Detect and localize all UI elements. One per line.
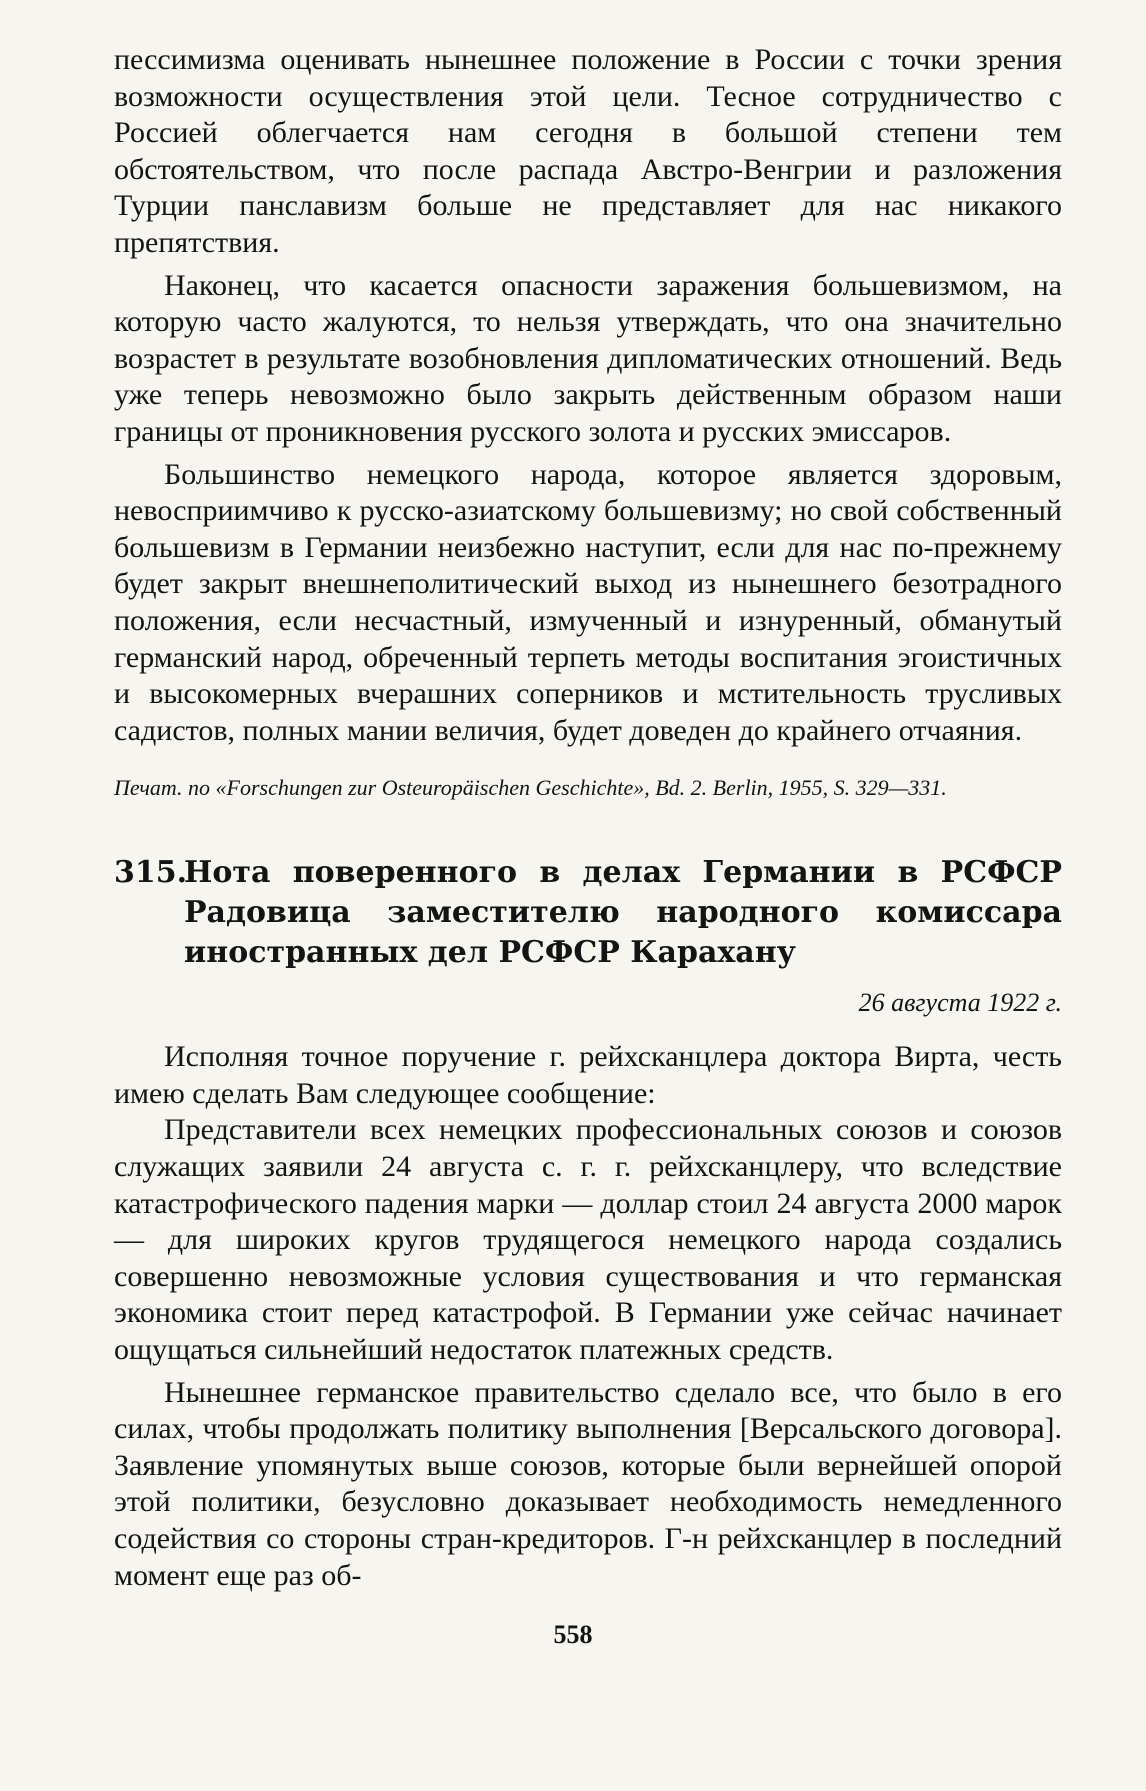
- continued-paragraph-2: Наконец, что касается опасности заражения большевизмом, на которую часто жалуются, то нельзя утверждать, что она значительно возрастет в результате возобновления дипломатических отношений. Ведь уже теперь невозможно было закрыть действенным образом наши границы от проникновения русского золота и русских эмиссаров.: [114, 268, 1062, 448]
- continued-paragraph-1: пессимизма оценивать нынешнее положение в России с точки зрения возможности осуществления этой цели. Тесное сотрудничество с Россией облегчается нам сегодня в большой степени тем обстоятельством, что после распада Австро-Венгрии и разложения Турции панславизм больше не представляет для нас никакого препятствия.: [114, 43, 1062, 259]
- document-title: Нота поверенного в делах Германии в РСФСР Радовица заместителю народного комиссара иностранных дел РСФСР Карахану: [184, 855, 1062, 971]
- continued-paragraph-3: Большинство немецкого народа, которое является здоровым, невосприимчиво к русско-азиатскому большевизму; но свой собственный большевизм в Германии неизбежно наступит, если для нас по-прежнему будет закрыт внешнеполитический выход из нынешнего безотрадного положения, если несчастный, измученный и изнуренный, обманутый германский народ, обреченный терпеть методы воспитания эгоистичных и высокомерных вчерашних соперников и мстительность трусливых садистов, полных мании величия, будет доведен до крайнего отчаяния.: [114, 457, 1062, 747]
- document-date: 26 августа 1922 г.: [858, 988, 1062, 1018]
- document-paragraph-3: Нынешнее германское правительство сделало все, что было в его силах, чтобы продолжать политику выполнения [Версальского договора]. Заявление упомянутых выше союзов, которые были вернейшей опорой этой политики, безусловно доказывает необходимость немедленного содействия со стороны стран-кредиторов. Г-н рейхсканцлер в последний момент еще раз об-: [114, 1375, 1062, 1592]
- document-paragraph-1: Исполняя точное поручение г. рейхсканцлера доктора Вирта, честь имею сделать Вам следующее сообщение:: [114, 1040, 1062, 1110]
- page-number: 558: [553, 1620, 593, 1649]
- source-note: Печат. по «Forschungen zur Osteuropäischen Geschichte», Bd. 2. Berlin, 1955, S. 329—331.: [114, 775, 947, 801]
- document-number: 315.: [114, 855, 188, 891]
- document-heading: [114, 853, 1062, 973]
- page-body: [114, 42, 1062, 1594]
- document-paragraph-2: Представители всех немецких профессиональных союзов и союзов служащих заявили 24 августа с. г. г. рейхсканцлеру, что вследствие катастрофического падения марки — доллар стоил 24 августа 2000 марок — для широких кругов трудящегося немецкого народа создались совершенно невозможные условия существования и что германская экономика стоит перед катастрофой. В Германии уже сейчас начинает ощущаться сильнейший недостаток платежных средств.: [114, 1113, 1062, 1367]
